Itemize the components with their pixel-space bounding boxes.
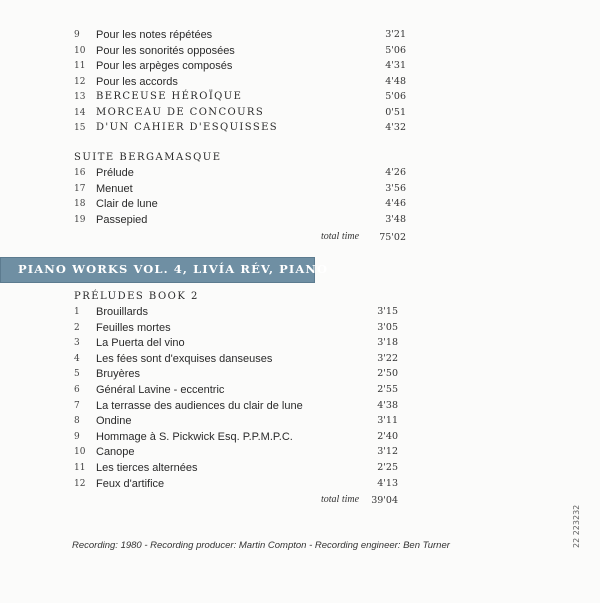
track-time: 4'13 (377, 477, 398, 489)
track-number: 10 (74, 45, 86, 56)
catalog-number: 22 223232 (572, 504, 581, 548)
track-title: Les tierces alternées (96, 462, 198, 474)
suite-total-time: 75'02 (379, 232, 406, 243)
track-time: 3'11 (377, 415, 398, 427)
track-title: BERCEUSE HÉROÏQUE (96, 91, 243, 102)
track-number: 11 (74, 463, 86, 473)
track-number: 10 (74, 447, 86, 458)
track-row (0, 476, 600, 492)
track-title: MORCEAU DE CONCOURS (96, 106, 265, 118)
track-time: 4'31 (385, 60, 406, 71)
track-row (0, 413, 600, 429)
preludes-total-label: total time (321, 494, 360, 505)
track-row (0, 351, 600, 367)
volume-banner (0, 257, 329, 283)
track-time: 4'38 (377, 399, 398, 411)
track-number: 5 (74, 369, 80, 380)
track-number: 1 (74, 307, 80, 317)
track-title: Passepied (96, 213, 148, 226)
track-time: 5'06 (385, 91, 406, 102)
track-time: 3'18 (377, 337, 398, 349)
track-title: Menuet (96, 182, 133, 195)
track-time: 4'46 (385, 198, 406, 210)
track-time: 2'25 (377, 462, 398, 473)
track-title: Pour les notes répétées (96, 29, 213, 41)
track-time: 3'12 (377, 446, 398, 458)
track-row (0, 43, 600, 59)
track-time: 3'15 (377, 306, 398, 317)
track-title: Feux d'artifice (96, 477, 165, 490)
track-row (0, 460, 600, 476)
track-row (0, 444, 600, 460)
track-title: D'UN CAHIER D'ESQUISSES (96, 122, 279, 133)
track-title: Les fées sont d'exquises danseuses (96, 352, 273, 365)
track-number: 14 (74, 107, 86, 118)
track-number: 13 (74, 92, 86, 102)
track-row (0, 58, 600, 74)
track-row (0, 181, 600, 197)
track-time: 0'51 (385, 106, 406, 118)
track-number: 12 (74, 76, 86, 87)
suite-heading: SUITE BERGAMASQUE (74, 152, 222, 163)
track-title: Pour les sonorités opposées (96, 44, 235, 57)
track-title: Brouillards (96, 306, 148, 318)
track-title: Prélude (96, 167, 134, 179)
track-time: 4'48 (385, 75, 406, 87)
banner-title: PIANO WORKS VOL. 4, LIVÍA RÉV, PIANO (18, 262, 329, 276)
track-row (0, 366, 600, 382)
track-row (0, 212, 600, 228)
track-row (0, 89, 600, 105)
track-title: Feuilles mortes (96, 321, 171, 334)
track-number: 19 (74, 214, 86, 225)
track-title: Hommage à S. Pickwick Esq. P.P.M.P.C. (96, 430, 293, 443)
track-time: 4'32 (385, 122, 406, 133)
track-time: 5'06 (385, 44, 406, 56)
track-row (0, 335, 600, 351)
track-number: 16 (74, 168, 86, 178)
track-time: 4'26 (385, 167, 406, 178)
track-time: 3'05 (377, 321, 398, 333)
suite-total-label: total time (321, 231, 360, 242)
track-time: 3'22 (377, 352, 398, 364)
track-title: La terrasse des audiences du clair de lune (96, 399, 303, 412)
track-title: La Puerta del vino (96, 337, 185, 350)
track-time: 3'21 (385, 29, 406, 40)
track-number: 2 (74, 322, 80, 333)
track-row (0, 27, 600, 43)
track-number: 17 (74, 183, 86, 194)
track-row (0, 304, 600, 320)
track-row (0, 105, 600, 121)
track-title: Général Lavine - eccentric (96, 384, 225, 396)
track-row (0, 120, 600, 136)
recording-credits: Recording: 1980 - Recording producer: Martin Compton - Recording engineer: Ben Turner (72, 540, 450, 551)
track-number: 8 (74, 416, 80, 427)
preludes-heading: PRÉLUDES BOOK 2 (74, 291, 199, 302)
track-title: Clair de lune (96, 198, 158, 211)
track-number: 9 (74, 431, 80, 442)
track-time: 2'55 (377, 384, 398, 395)
track-number: 6 (74, 385, 80, 395)
track-time: 3'56 (385, 182, 406, 194)
track-row (0, 165, 600, 181)
track-title: Pour les accords (96, 75, 178, 88)
track-number: 12 (74, 478, 86, 489)
track-number: 11 (74, 61, 86, 71)
track-row (0, 74, 600, 90)
track-title: Ondine (96, 415, 132, 428)
track-time: 2'40 (377, 430, 398, 442)
track-row (0, 196, 600, 212)
track-title: Bruyères (96, 368, 141, 381)
track-title: Pour les arpèges composés (96, 60, 233, 72)
track-time: 2'50 (377, 368, 398, 380)
track-number: 7 (74, 400, 80, 411)
track-number: 9 (74, 30, 80, 40)
preludes-total-time: 39'04 (371, 495, 398, 506)
track-row (0, 429, 600, 445)
track-row (0, 382, 600, 398)
track-time: 3'48 (385, 213, 406, 225)
track-number: 4 (74, 353, 80, 364)
track-number: 18 (74, 199, 86, 210)
track-number: 3 (74, 338, 80, 349)
track-number: 15 (74, 123, 86, 133)
track-title: Canope (96, 446, 135, 459)
track-row (0, 398, 600, 414)
track-row (0, 320, 600, 336)
